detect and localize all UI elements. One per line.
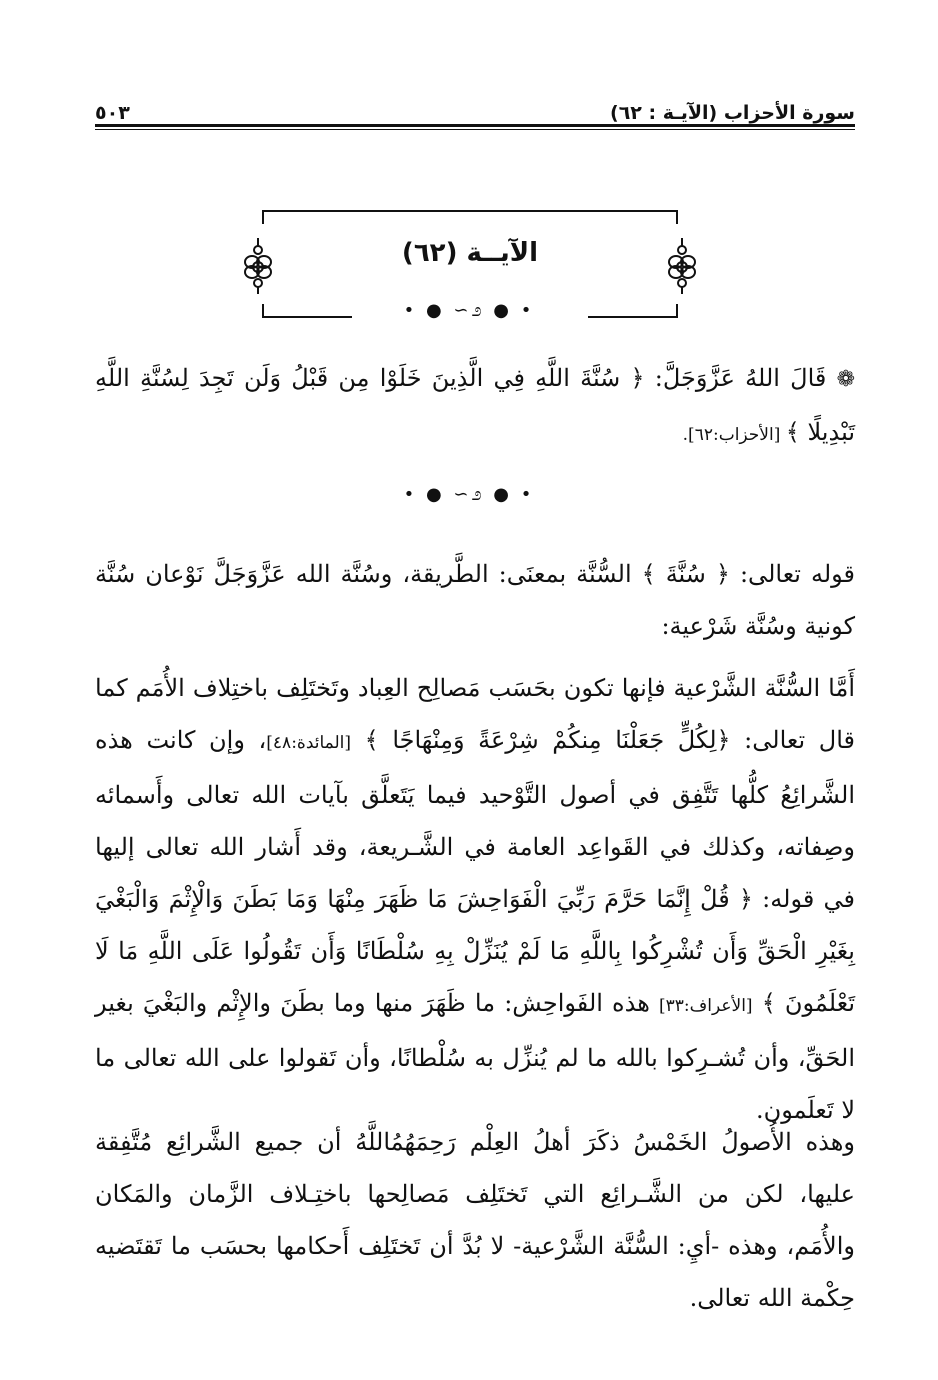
paragraph-3: [95, 1116, 855, 1324]
ornament-divider: • ● ∽೨ ● •: [403, 300, 535, 321]
paragraph-text: أَمَّا السُّنَّة الشَّرْعية فإنها تكون بحَسَب مَصالِح العِباد وتَختَلِف باختِلاف الأُمَم كما قال تعالى: ﴿لِكُلٍّ جَعَلْنَا مِنكُمْ شِرْعَةً وَمِنْهَاجًا ﴾: [95, 674, 855, 754]
paragraph-2: [95, 662, 855, 1136]
running-head: [95, 90, 855, 124]
verse-reference: [الأحزاب:٦٢].: [682, 425, 786, 445]
verse-intro: قَالَ اللهُ عَزَّوَجَلَّ:: [644, 364, 837, 392]
banner-top-line: [262, 210, 678, 212]
paragraph-1: [95, 548, 855, 652]
header-rule-thin: [95, 129, 855, 130]
running-title: سورة الأحزاب (الآيـة : ٦٢): [610, 102, 855, 124]
page-number: ٥٠٣: [95, 102, 130, 124]
quran-verse-block: [95, 352, 855, 461]
banner-tick: [262, 210, 264, 224]
verse-reference: [الأعراف:٣٣]: [659, 996, 753, 1016]
quran-verse: ﴿ سُنَّةَ اللَّهِ فِي الَّذِينَ خَلَوْا مِن قَبْلُ وَلَن تَجِدَ لِسُنَّةِ اللَّهِ تَبْدِيلًا ﴾: [95, 364, 855, 446]
banner-tick: [676, 210, 678, 224]
flower-icon: ❁: [836, 367, 855, 392]
verse-title: الآيــة (٦٢): [401, 238, 539, 268]
paragraph-text: ، وإن كانت هذه الشَّرائِعُ كلُّها تَتَّفِق في أصول التَّوْحيد فيما يَتَعلَّق بآيات الله تعالى وأَسمائه وصِفاته، وكذلك في القَواعِد العامة في الشَّـريعة، وقد أَشار الله تعالى إليها في قوله: ﴿ قُلْ إِنَّمَا حَرَّمَ رَبِّيَ الْفَوَاحِشَ مَا ظَهَرَ مِنْهَا وَمَا بَطَنَ وَالْإِثْمَ وَالْبَغْيَ بِغَيْرِ الْحَقِّ وَأَن تُشْرِكُوا بِاللَّهِ مَا لَمْ يُنَزِّلْ بِهِ سُلْطَانًا وَأَن تَقُولُوا عَلَى اللَّهِ مَا لَا تَعْلَمُونَ ﴾: [95, 726, 856, 1017]
header-rule: [95, 124, 855, 127]
verse-reference: [المائدة:٤٨]: [266, 733, 352, 753]
paragraph-text: قوله تعالى: ﴿ سُنَّةَ ﴾ السُّنَّة بمعنَى: الطَّريقة، وسُنَّة الله عَزَّوَجَلَّ نَوْعان سُنَّة كونية وسُنَّة شَرْعية:: [95, 560, 855, 640]
paragraph-text: هذه الفَواحِش: ما ظَهَرَ منها وما بطَنَ والإِثْم والبَغْيَ بغير الحَقِّ، وأن تُشـرِكوا بالله ما لم يُنزِّل به سُلْطانًا، وأن تَقولوا على الله تعالى ما لا تَعلَمون.: [95, 989, 855, 1124]
paragraph-text: وهذه الأُصولُ الخَمْسُ ذكَرَ أهلُ العِلْم رَحِمَهُمُاللَّهُ أن جميع الشَّرائِع مُتَّفِقة عليها، لكن من الشَّـرائِع التي تَختَلِف مَصالِحها باختِـلاف الزَّمان والمَكان والأُمَم، وهذه -أيِ: السُّنَّة الشَّرْعية- لا بُدَّ أن تَختَلِف أَحكامها بحسَب ما تَقتَضيه حِكْمة الله تعالى.: [95, 1128, 855, 1312]
ornament-divider: • ● ∽೨ ● •: [403, 484, 535, 505]
